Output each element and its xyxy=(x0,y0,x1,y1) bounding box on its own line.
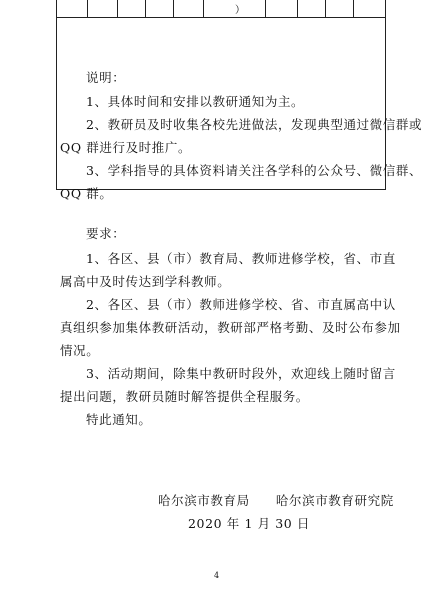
requirement-line: 情况。 xyxy=(60,343,100,358)
signature: 哈尔滨市教育局 哈尔滨市教育研究院 xyxy=(158,493,394,508)
table-cell-divider xyxy=(117,0,118,17)
closing-line: 特此通知。 xyxy=(86,412,152,427)
note-line: 2、教研员及时收集各校先进做法，发现典型通过微信群或 xyxy=(86,117,423,132)
note-title: 说明： xyxy=(86,70,126,85)
requirement-line: 3、活动期间，除集中教研时段外，欢迎线上随时留言 xyxy=(86,366,396,381)
date: 2020 年 1 月 30 日 xyxy=(188,516,311,531)
requirement-line: 属高中及时传达到学科教师。 xyxy=(60,274,231,289)
note-line: QQ 群。 xyxy=(60,186,113,201)
note-line: QQ 群进行及时推广。 xyxy=(60,140,192,155)
requirement-line: 提出问题，教研员随时解答提供全程服务。 xyxy=(60,389,309,404)
requirement-line: 真组织参加集体教研活动，教研部严格考勤、及时公布参加 xyxy=(60,320,401,335)
table-cell-divider xyxy=(203,0,204,17)
table-top-row xyxy=(57,0,385,18)
requirement-line: 2、各区、县（市）教师进修学校、省、市直属高中认 xyxy=(86,297,396,312)
requirement-line: 1、各区、县（市）教育局、教师进修学校，省、市直 xyxy=(86,251,396,266)
table-cell-divider xyxy=(353,0,354,17)
table-cell-divider xyxy=(265,0,266,17)
table-cell-divider xyxy=(297,0,298,17)
table-cell-divider xyxy=(145,0,146,17)
note-line: 3、学科指导的具体资料请关注各学科的公众号、微信群、 xyxy=(86,163,423,178)
note-line: 1、具体时间和安排以教研通知为主。 xyxy=(86,94,305,109)
table-cell-divider xyxy=(173,0,174,17)
table-cell-divider xyxy=(325,0,326,17)
page-number: 4 xyxy=(214,571,220,580)
requirements-title: 要求： xyxy=(86,226,126,241)
table-paren: ） xyxy=(235,5,245,16)
table-cell-divider xyxy=(87,0,88,17)
